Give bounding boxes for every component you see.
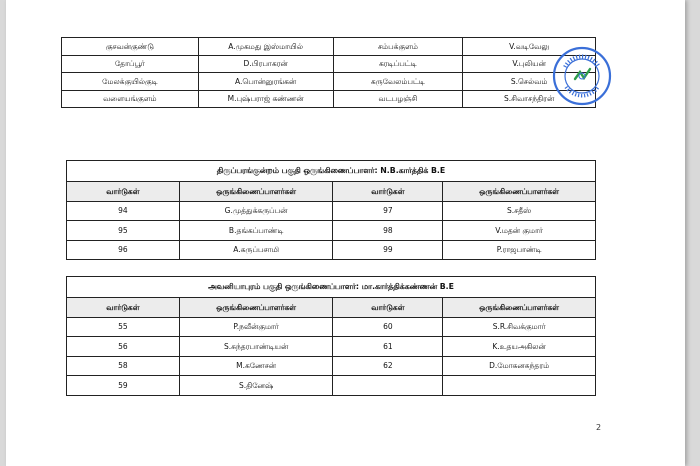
area-name: சம்பக்குளம்	[333, 38, 463, 56]
coordinator-name: S.R.சிவக்குமார்	[443, 317, 596, 337]
ward-number: 55	[67, 317, 180, 337]
coordinator-name: G.முத்துக்கருப்பன்	[179, 201, 333, 221]
ward-number: 60	[333, 317, 443, 337]
ward-number: 94	[67, 201, 180, 221]
ward-number: 95	[67, 221, 180, 241]
area-name: மேலக்குயில்குடி	[62, 73, 199, 91]
section-title: திருப்பரங்குன்றம் பகுதி ஒருங்கிணைப்பாளர்: N.B.கார்த்திக் B.E	[67, 161, 596, 182]
column-header: வார்டுகள்	[67, 298, 180, 318]
coordinator-name: A.கருப்பசாமி	[179, 240, 333, 260]
ward-number: 61	[333, 337, 443, 357]
ward-number	[333, 376, 443, 396]
coordinator-name: S.தினேஷ்	[179, 376, 333, 396]
table-row	[67, 201, 596, 221]
coordinator-name: S.சதீஸ்	[443, 201, 596, 221]
table-row	[67, 221, 596, 241]
coordinator-name: S.செல்வம்	[463, 73, 596, 91]
header-row	[67, 182, 596, 202]
table-row	[62, 38, 596, 56]
ward-number: 98	[333, 221, 443, 241]
coordinator-name: S.சுந்தரபாண்டியன்	[179, 337, 333, 357]
section-title-row	[67, 161, 596, 182]
ward-number: 96	[67, 240, 180, 260]
ward-number: 59	[67, 376, 180, 396]
section-title-row	[67, 277, 596, 298]
table-row	[67, 337, 596, 357]
area-name: கருவேலம்பட்டி	[333, 73, 463, 91]
column-header: ஒருங்கிணைப்பாளர்கள்	[179, 298, 333, 318]
coordinator-name: M.புஷ்பராஜ் கண்ணன்	[198, 90, 333, 108]
ward-number: 62	[333, 356, 443, 376]
coordinator-name: P.ராஜபாண்டி	[443, 240, 596, 260]
column-header: வார்டுகள்	[333, 298, 443, 318]
coordinator-name: D.மோகனசுந்தரம்	[443, 356, 596, 376]
section-title: அவனியாபுரம் பகுதி ஒருங்கிணைப்பாளர்: மா.கார்த்திக்கண்ணன் B.E	[67, 277, 596, 298]
coordinator-name: B.தங்கப்பாண்டி	[179, 221, 333, 241]
coordinator-name: M.கணேசன்	[179, 356, 333, 376]
ward-number: 99	[333, 240, 443, 260]
coordinator-name: A.பொன்னுரங்கன்	[198, 73, 333, 91]
coordinator-name: K.உதயஅகிலன்	[443, 337, 596, 357]
area-name: குசவன்குண்டு	[62, 38, 199, 56]
coordinator-name: V.மதன் குமார்	[443, 221, 596, 241]
table-row	[67, 240, 596, 260]
table-row	[67, 376, 596, 396]
page-number: 2	[596, 423, 602, 432]
district-coordinators-table	[61, 37, 596, 108]
ward-number: 58	[67, 356, 180, 376]
coordinator-name: V.புலியன்	[463, 55, 596, 73]
section1-table	[66, 160, 596, 260]
section2-table	[66, 276, 596, 396]
coordinator-name: V.வடிவேலு	[463, 38, 596, 56]
column-header: ஒருங்கிணைப்பாளர்கள்	[443, 298, 596, 318]
it-wing-stamp-logo	[551, 45, 613, 107]
table-row	[62, 73, 596, 91]
area-name: கரடிப்பட்டி	[333, 55, 463, 73]
ward-number: 97	[333, 201, 443, 221]
area-name: வளையங்குளம்	[62, 90, 199, 108]
document-page	[6, 0, 685, 466]
coordinator-name: P.நவீன்குமார்	[179, 317, 333, 337]
column-header: வார்டுகள்	[333, 182, 443, 202]
coordinator-name: D.பிரபாகரன்	[198, 55, 333, 73]
header-row	[67, 298, 596, 318]
ward-number: 56	[67, 337, 180, 357]
table-row	[62, 55, 596, 73]
column-header: ஒருங்கிணைப்பாளர்கள்	[179, 182, 333, 202]
area-name: வடபழஞ்சி	[333, 90, 463, 108]
table-row	[67, 356, 596, 376]
area-name: தோப்பூர்	[62, 55, 199, 73]
column-header: ஒருங்கிணைப்பாளர்கள்	[443, 182, 596, 202]
column-header: வார்டுகள்	[67, 182, 180, 202]
coordinator-name: S.சிவாசந்திரன்	[463, 90, 596, 108]
coordinator-name: A.முகமது இஸ்மாயில்	[198, 38, 333, 56]
table-row	[62, 90, 596, 108]
table-row	[67, 317, 596, 337]
coordinator-name	[443, 376, 596, 396]
